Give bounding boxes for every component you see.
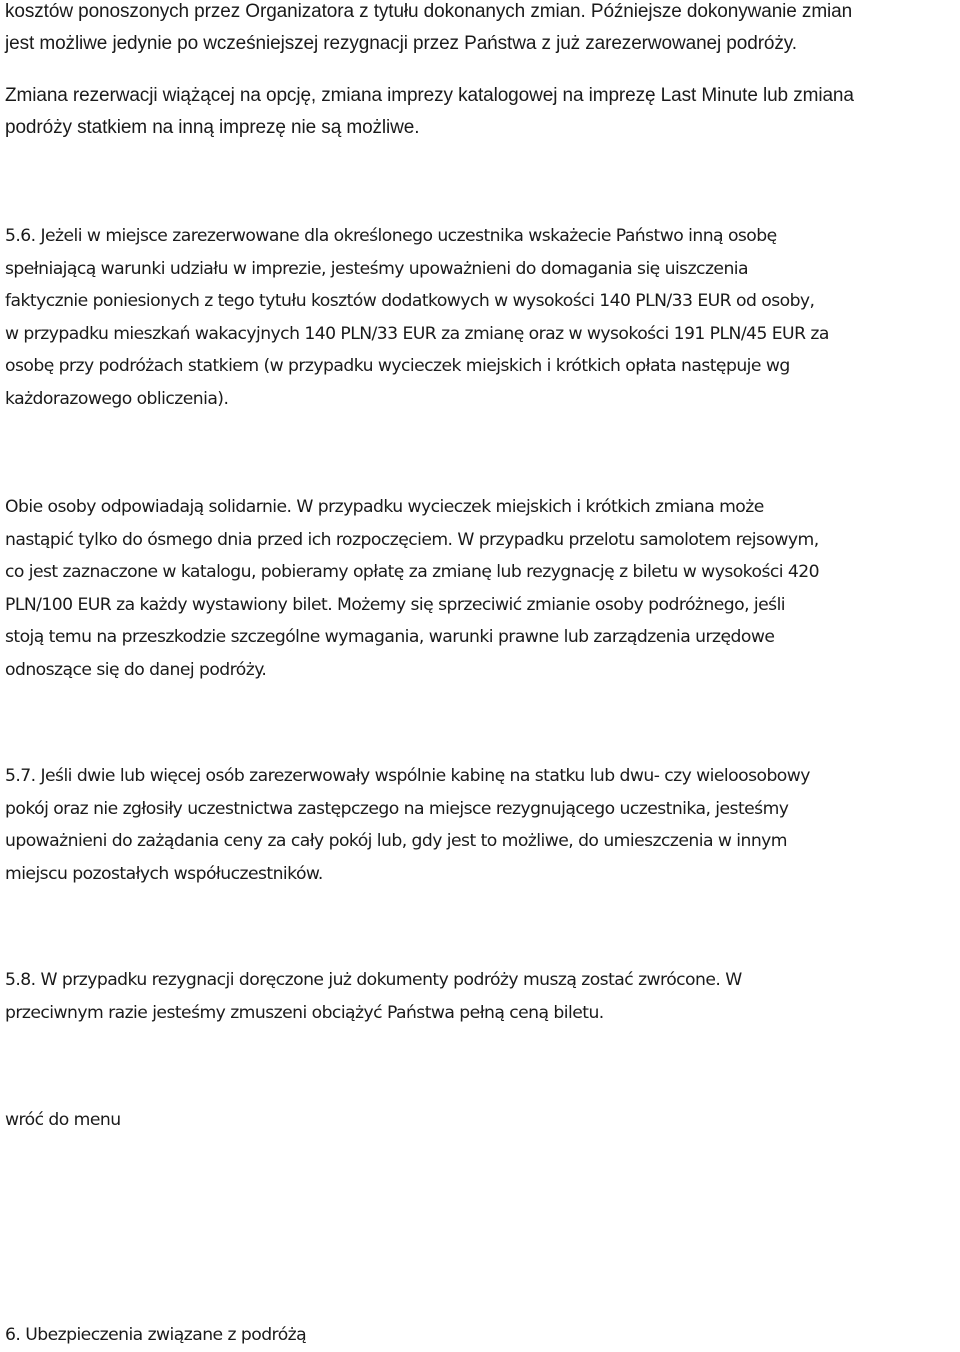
intro-line-1: kosztów ponoszonych przez Organizatora z tytułu dokonanych zmian. Późniejsze dokonywanie zmian xyxy=(5,1,853,22)
section-5-7-line-2: pokój oraz nie zgłosiły uczestnictwa zastępczego na miejsce rezygnującego uczestnika, jesteśmy xyxy=(5,798,789,819)
section-5-6-line-5: osobę przy podróżach statkiem (w przypadku wycieczek miejskich i krótkich opłata następuje wg xyxy=(5,356,790,376)
section-5-8-line-2: przeciwnym razie jesteśmy zmuszeni obciążyć Państwa pełną ceną biletu. xyxy=(5,1002,604,1023)
change-note-line-1: Zmiana rezerwacji wiążącej na opcję, zmiana imprezy katalogowej na imprezę Last Minute lub zmiana xyxy=(5,85,854,106)
section-5-6-paragraph xyxy=(5,220,960,415)
next-section-heading: 6. Ubezpieczenia związane z podróżą xyxy=(5,1325,307,1345)
intro-line-2: jest możliwe jedynie po wcześniejszej rezygnacji przez Państwa z już zarezerwowanej podróży. xyxy=(5,33,797,54)
section-5-6-line-1: 5.6. Jeżeli w miejsce zarezerwowane dla określonego uczestnika wskażecie Państwo inną osobę xyxy=(5,226,777,246)
change-note-paragraph xyxy=(5,80,960,144)
solidarity-line-4: PLN/100 EUR za każdy wystawiony bilet. Możemy się sprzeciwić zmianie osoby podróżnego, jeśli xyxy=(5,594,786,615)
solidarity-line-6: odnoszące się do danej podróży. xyxy=(5,659,267,680)
section-5-6-line-6: każdorazowego obliczenia). xyxy=(5,388,229,409)
section-5-7-line-1: 5.7. Jeśli dwie lub więcej osób zarezerwowały wspólnie kabinę na statku lub dwu- czy wieloosobowy xyxy=(5,766,810,786)
section-5-6-line-2: spełniającą warunki udziału w imprezie, jesteśmy upoważnieni do domagania się uiszczenia xyxy=(5,258,749,279)
section-5-8-line-1: 5.8. W przypadku rezygnacji doręczone już dokumenty podróży muszą zostać zwrócone. W xyxy=(5,970,742,990)
intro-paragraph xyxy=(5,0,960,60)
section-5-8-paragraph xyxy=(5,964,960,1029)
section-5-6-line-3: faktycznie poniesionych z tego tytułu kosztów dodatkowych w wysokości 140 PLN/33 EUR od osoby, xyxy=(5,291,815,311)
solidarity-line-2: nastąpić tylko do ósmego dnia przed ich rozpoczęciem. W przypadku przelotu samolotem rejsowym, xyxy=(5,529,819,550)
back-to-menu-link[interactable]: wróć do menu xyxy=(5,1110,121,1130)
solidarity-line-1: Obie osoby odpowiadają solidarnie. W przypadku wycieczek miejskich i krótkich zmiana może xyxy=(5,497,764,517)
section-5-7-line-4: miejscu pozostałych współuczestników. xyxy=(5,863,323,884)
section-5-7-paragraph xyxy=(5,760,960,890)
solidarity-paragraph xyxy=(5,491,960,686)
section-5-6-line-4: w przypadku mieszkań wakacyjnych 140 PLN/33 EUR za zmianę oraz w wysokości 191 PLN/45 EUR za xyxy=(5,323,829,344)
solidarity-line-3: co jest zaznaczone w katalogu, pobieramy opłatę za zmianę lub rezygnację z biletu w wysokości 420 xyxy=(5,562,820,582)
change-note-line-2: podróży statkiem na inną imprezę nie są możliwe. xyxy=(5,117,420,138)
section-5-7-line-3: upoważnieni do zażądania ceny za cały pokój lub, gdy jest to możliwe, do umieszczenia w innym xyxy=(5,831,787,851)
solidarity-line-5: stoją temu na przeszkodzie szczególne wymagania, warunki prawne lub zarządzenia urzędowe xyxy=(5,627,775,647)
